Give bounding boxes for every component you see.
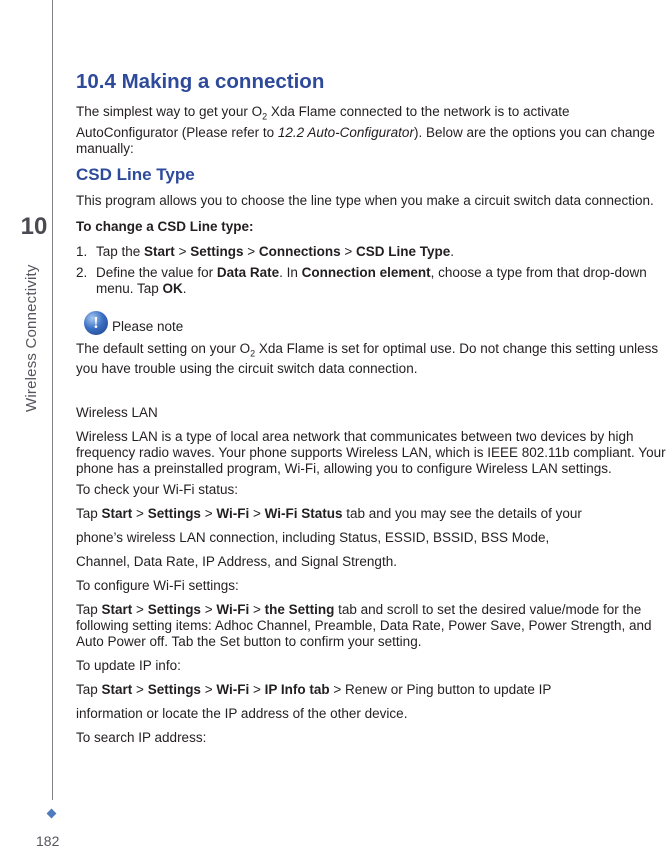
chapter-title: Wireless Connectivity xyxy=(23,264,40,412)
csd-heading: CSD Line Type xyxy=(76,164,195,184)
wifi-status-line-2: phone’s wireless LAN connection, including Status, ESSID, BSSID, BSS Mode, xyxy=(76,530,550,546)
csd-description: This program allows you to choose the line type when you make a circuit switch data connection. xyxy=(76,192,654,208)
wifi-status-instruction: Tap Start > Settings > Wi-Fi > Wi-Fi Status tab and you may see the details of your xyxy=(76,506,582,522)
section-title: 10.4 Making a connection xyxy=(76,70,325,93)
wifi-status-label: To check your Wi-Fi status: xyxy=(76,482,239,498)
note-label: Please note xyxy=(112,318,184,334)
cross-reference-link: 12.2 Auto-Configurator xyxy=(277,124,414,140)
note-callout xyxy=(84,311,666,335)
csd-procedure-title: To change a CSD Line type: xyxy=(76,218,254,234)
section-intro: The simplest way to get your $O_2$ Xda Flame connected to the network is to activate AutoConfigurator (Please refer to 12.2 Auto-Configurator). Below are the options you can change manually: xyxy=(76,104,655,156)
wifi-config-instruction: Tap Start > Settings > Wi-Fi > the Setting tab and scroll to set the desired value/mode for the following setting items: Adhoc Channel, Preamble, Data Rate, Power Save, Power Strength, and Auto Power off. Tab the Set button to confirm your setting. xyxy=(76,602,652,650)
chapter-divider-line xyxy=(52,0,53,800)
wifi-config-label: To configure Wi-Fi settings: xyxy=(76,578,239,594)
note-text: The default setting on your $O_2$ Xda Flame is set for optimal use. Do not change this setting unless you have trouble using the circuit switch data connection. xyxy=(76,340,659,377)
diamond-icon xyxy=(47,809,57,819)
ip-update-line-2: information or locate the IP address of the other device. xyxy=(76,706,408,722)
info-icon: ! xyxy=(84,311,108,335)
ip-search-label: To search IP address: xyxy=(76,730,207,746)
page-number: 182 xyxy=(36,833,60,849)
csd-step-1: 1. Tap the Start > Settings > Connections > CSD Line Type. xyxy=(76,243,455,259)
csd-step-2: 2. Define the value for Data Rate. In Connection element, choose a type from that drop-down menu. Tap OK. xyxy=(76,264,647,296)
page-content xyxy=(76,70,666,754)
chapter-number: 10 xyxy=(20,213,48,240)
csd-steps xyxy=(76,244,666,297)
ip-update-label: To update IP info: xyxy=(76,658,181,674)
ip-update-instruction: Tap Start > Settings > Wi-Fi > IP Info tab > Renew or Ping button to update IP xyxy=(76,682,552,698)
wlan-heading: Wireless LAN xyxy=(76,405,158,421)
wlan-description: Wireless LAN is a type of local area network that communicates between two devices by high frequency radio waves. Your phone supports Wireless LAN, which is IEEE 802.11b compliant. Your phone has a preinstalled program, Wi-Fi, allowing you to configure Wireless LAN settings. xyxy=(76,429,666,477)
wifi-status-line-3: Channel, Data Rate, IP Address, and Signal Strength. xyxy=(76,554,397,570)
